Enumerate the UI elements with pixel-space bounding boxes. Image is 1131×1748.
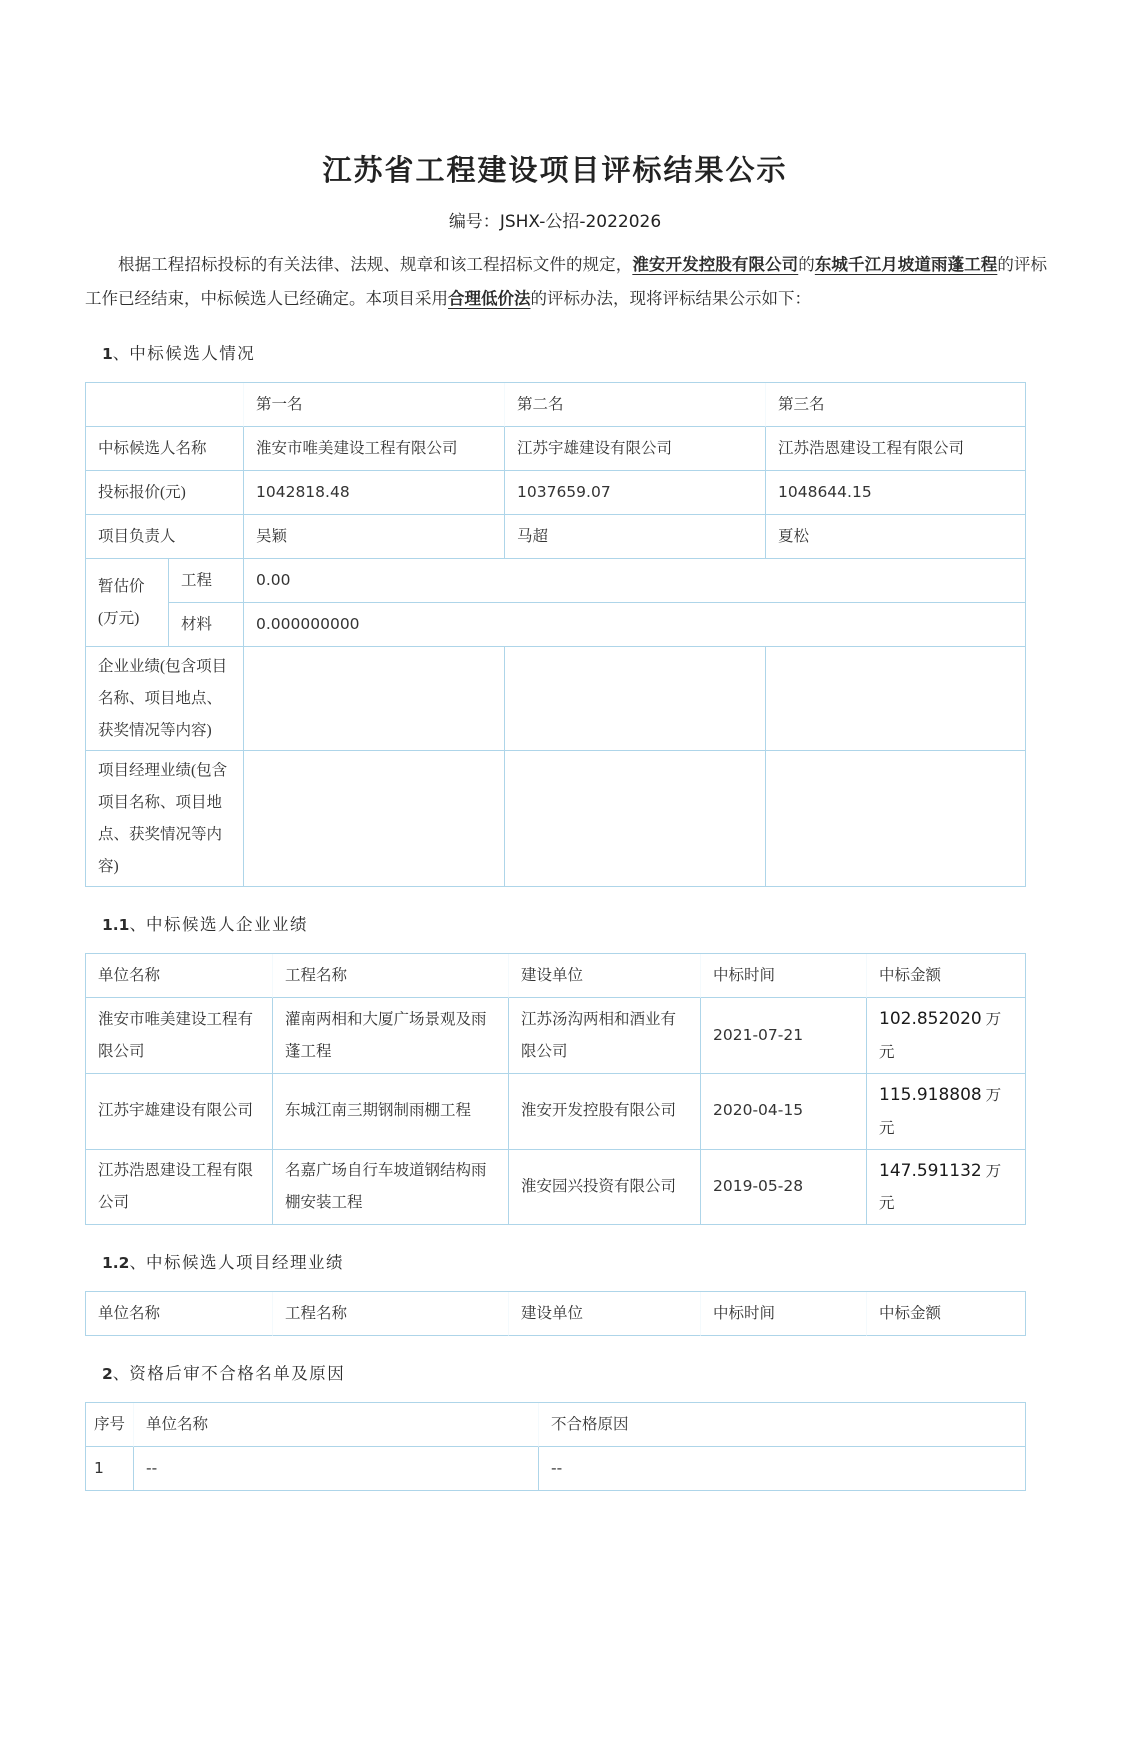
col-header-date: 中标时间 [701,954,867,998]
col-header-company: 单位名称 [86,954,273,998]
document-page [0,148,1048,1491]
perf-date-2: 2020-04-15 [701,1074,867,1150]
project-manager-1: 吴颖 [244,515,505,559]
sub-label-engineering: 工程 [169,559,244,603]
perf-amount-1: 102.852020 万元 [867,998,1026,1074]
perf-owner-2: 淮安开发控股有限公司 [509,1074,701,1150]
perf-amount-2: 115.918808 万元 [867,1074,1026,1150]
section-heading-1: 1、中标候选人情况 [102,344,256,363]
rank-header-2: 第二名 [505,383,766,427]
row-label-pm-performance: 项目经理业绩(包含项目名称、项目地点、获奖情况等内容) [86,751,244,887]
row-label-project-manager: 项目负责人 [86,515,244,559]
col-header-owner: 建设单位 [509,954,701,998]
candidate-name-2: 江苏宇雄建设有限公司 [505,427,766,471]
rank-header-3: 第三名 [766,383,1026,427]
col-header-project: 工程名称 [273,1292,509,1336]
table-row [86,998,1026,1074]
company-performance-1 [244,647,505,751]
table-row [86,1074,1026,1150]
col-header-date: 中标时间 [701,1292,867,1336]
perf-company-1: 淮安市唯美建设工程有限公司 [86,998,273,1074]
row-label-provisional-price: 暂估价 (万元) [86,559,169,647]
disqualified-header-row [86,1403,1026,1447]
perf-project-1: 灌南两相和大厦广场景观及雨蓬工程 [273,998,509,1074]
intro-seg3: 的评标工作已经结束，中标候选人已经确定。本项目采用 [85,255,1048,308]
doc-number-value: JSHX-公招-2022026 [499,212,662,232]
company-performance-2 [505,647,766,751]
candidate-name-3: 江苏浩恩建设工程有限公司 [766,427,1026,471]
row-label-candidate-name: 中标候选人名称 [86,427,244,471]
rank-header-1: 第一名 [244,383,505,427]
intro-project-name: 东城千江月坡道雨蓬工程 [814,255,998,274]
bid-price-2: 1037659.07 [505,471,766,515]
disqualified-reason-1: -- [539,1447,1026,1491]
perf-date-1: 2021-07-21 [701,998,867,1074]
perf-project-3: 名嘉广场自行车坡道钢结构雨棚安装工程 [273,1150,509,1226]
intro-seg4: 的评标办法，现将评标结果公示如下： [530,289,811,308]
cell-corner-empty [86,383,244,427]
pm-performance-3 [766,751,1026,887]
intro-seg2: 的 [798,255,815,274]
project-manager-row [86,515,1026,559]
project-manager-2: 马超 [505,515,766,559]
row-label-bid-price: 投标报价(元) [86,471,244,515]
table-row [86,1150,1026,1226]
enterprise-performance-header-row [86,954,1026,998]
page-title: 江苏省工程建设项目评标结果公示 [322,155,788,187]
enterprise-performance-table [85,953,1026,1225]
sub-label-material: 材料 [169,603,244,647]
candidate-name-1: 淮安市唯美建设工程有限公司 [244,427,505,471]
provisional-engineering-value: 0.00 [244,559,1026,603]
candidates-table [85,382,1026,887]
col-header-company: 单位名称 [134,1403,539,1447]
col-header-company: 单位名称 [86,1292,273,1336]
perf-owner-1: 江苏汤沟两相和酒业有限公司 [509,998,701,1074]
bid-price-row [86,471,1026,515]
perf-company-2: 江苏宇雄建设有限公司 [86,1074,273,1150]
disqualified-seq-1: 1 [86,1447,134,1491]
col-header-owner: 建设单位 [509,1292,701,1336]
table-row [86,1447,1026,1491]
perf-amount-3: 147.591132 万元 [867,1150,1026,1226]
row-label-company-performance: 企业业绩(包含项目名称、项目地点、获奖情况等内容) [86,647,244,751]
candidates-header-row [86,383,1026,427]
project-manager-3: 夏松 [766,515,1026,559]
bid-price-1: 1042818.48 [244,471,505,515]
doc-number-label: 编号： [448,212,500,231]
candidate-name-row [86,427,1026,471]
disqualified-table [85,1402,1026,1491]
doc-number [85,207,1025,232]
section-heading-2: 2、资格后审不合格名单及原因 [102,1364,346,1384]
pm-performance-header-row [86,1292,1026,1336]
perf-company-3: 江苏浩恩建设工程有限公司 [86,1150,273,1226]
pm-performance-1 [244,751,505,887]
col-header-project: 工程名称 [273,954,509,998]
bid-price-3: 1048644.15 [766,471,1026,515]
pm-performance-table [85,1291,1026,1336]
col-header-reason: 不合格原因 [539,1403,1026,1447]
intro-seg1: 根据工程招标投标的有关法律、法规、规章和该工程招标文件的规定， [118,255,633,274]
perf-owner-3: 淮安园兴投资有限公司 [509,1150,701,1226]
pm-performance-row [86,751,1026,887]
provisional-material-value: 0.000000000 [244,603,1026,647]
col-header-amount: 中标金额 [867,1292,1026,1336]
col-header-seq: 序号 [86,1403,134,1447]
section-heading-1-1: 1.1、中标候选人企业业绩 [102,915,308,935]
intro-paragraph [85,248,1047,316]
section-heading-1-2: 1.2、中标候选人项目经理业绩 [102,1253,344,1273]
pm-performance-2 [505,751,766,887]
perf-date-3: 2019-05-28 [701,1150,867,1226]
provisional-price-row-2 [86,603,1026,647]
perf-project-2: 东城江南三期钢制雨棚工程 [273,1074,509,1150]
provisional-price-row-1 [86,559,1026,603]
company-performance-3 [766,647,1026,751]
company-performance-row [86,647,1026,751]
intro-evaluation-method: 合理低价法 [448,289,531,308]
col-header-amount: 中标金额 [867,954,1026,998]
disqualified-company-1: -- [134,1447,539,1491]
intro-owner-company: 淮安开发控股有限公司 [632,255,799,274]
